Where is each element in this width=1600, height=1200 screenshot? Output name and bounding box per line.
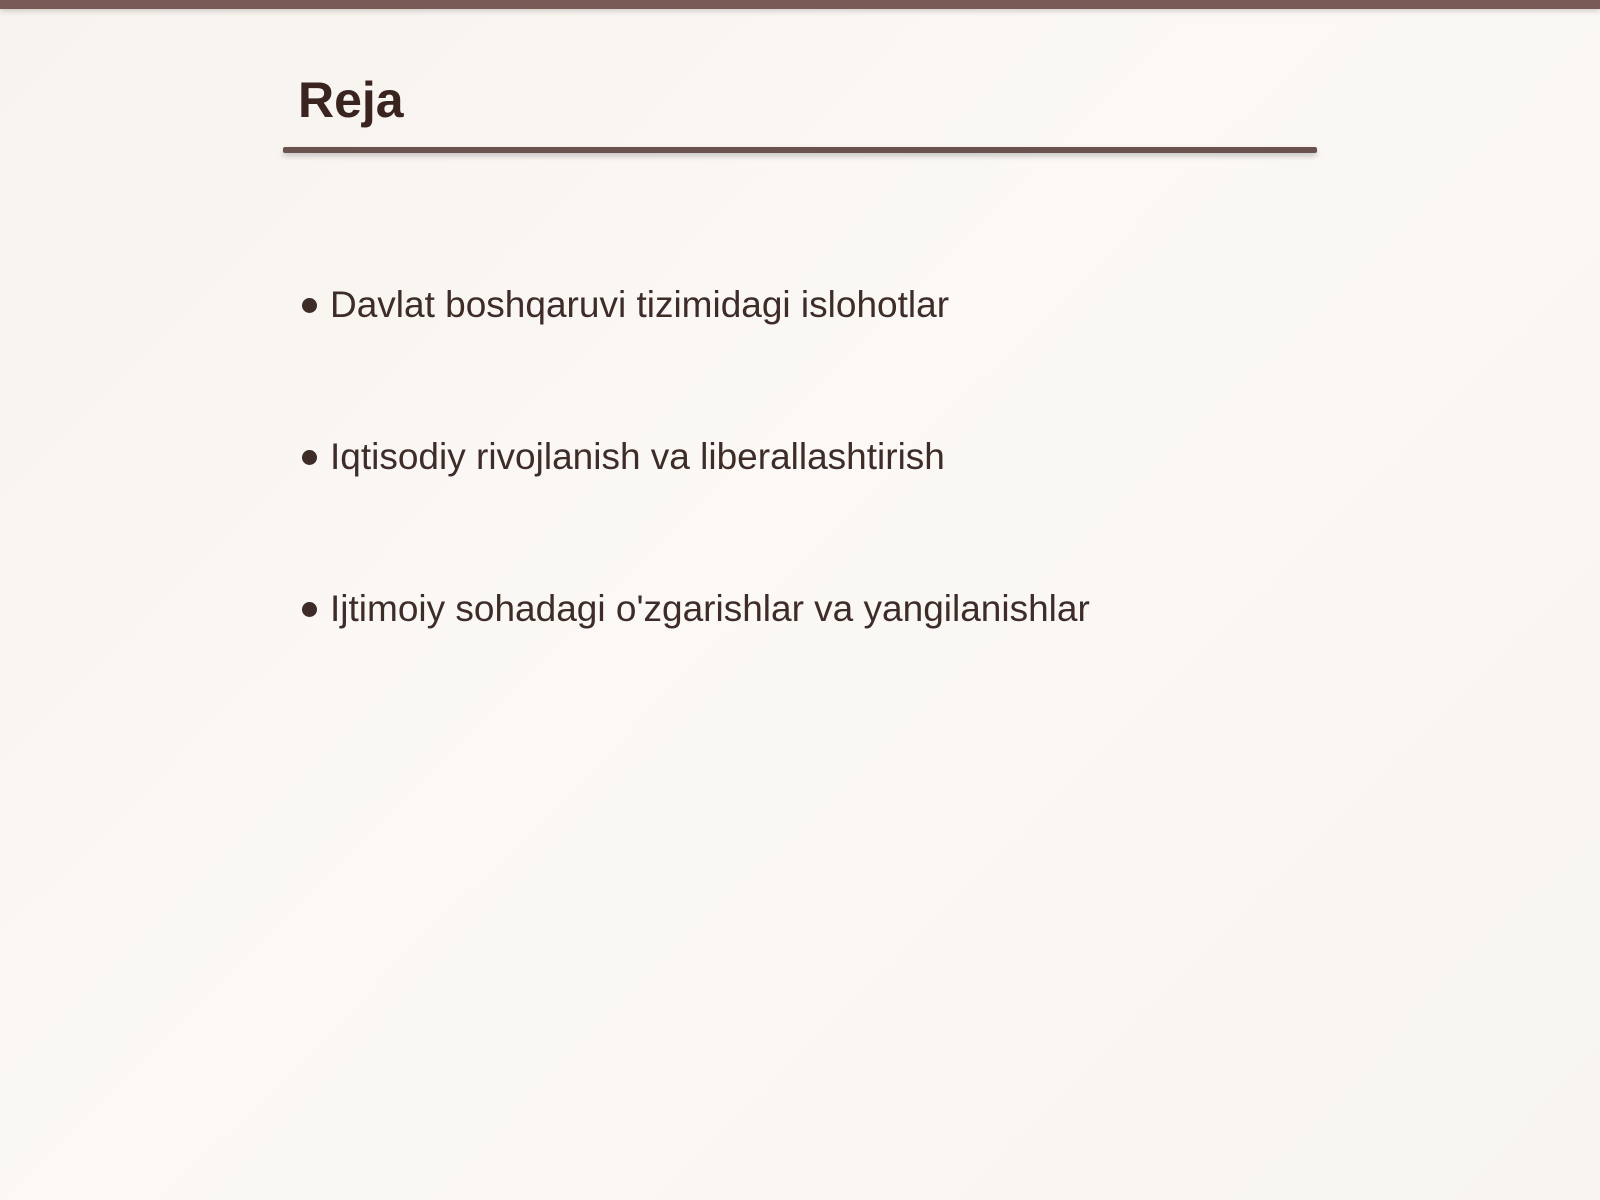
bullet-icon (302, 602, 317, 617)
bullet-text: Iqtisodiy rivojlanish va liberallashtirish (330, 436, 945, 477)
bullet-text: Ijtimoiy sohadagi o'zgarishlar va yangilanishlar (330, 588, 1090, 629)
bullet-icon (302, 450, 317, 465)
bullet-icon (302, 298, 317, 313)
top-accent-bar (0, 0, 1600, 9)
slide-title: Reja (298, 72, 404, 128)
bullet-text: Davlat boshqaruvi tizimidagi islohotlar (330, 284, 950, 325)
title-underline (283, 147, 1317, 153)
